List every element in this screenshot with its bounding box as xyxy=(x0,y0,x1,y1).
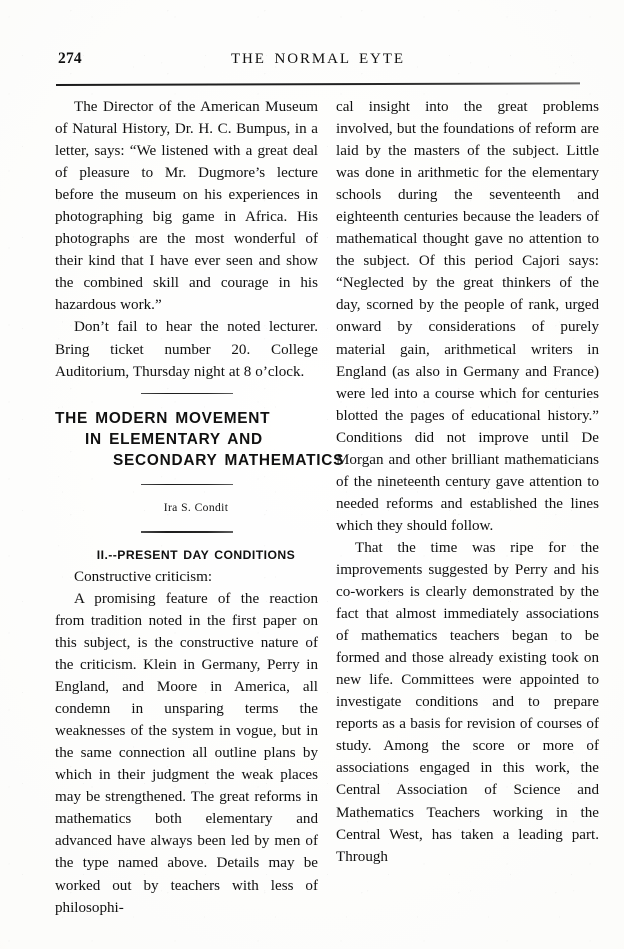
paragraph-perry: That the time was ripe for the improvements suggested by Perry and his co-workers is clearly demonstrated by the fact that almost immediately associations of mathematics teachers began to be formed and those already existing took on new life. Committees were appointed to investigate conditions and to prepare reports as a basis for revision of courses of study. Among the score or more of associations engaged in this work, the Central Association of Science and Mathematics Teachers working in the Central West, has taken a leading part. Through xyxy=(336,539,599,865)
section-divider-rule-top xyxy=(141,393,233,394)
right-column xyxy=(336,96,599,868)
article-title xyxy=(55,408,345,471)
left-column xyxy=(55,96,345,919)
article-title-line-2: IN ELEMENTARY AND xyxy=(85,431,263,448)
article-byline: Ira S. Condit xyxy=(163,501,229,515)
running-head xyxy=(58,50,576,72)
article-title-line-3: SECONDARY MATHEMATICS xyxy=(113,452,345,469)
paragraph-continued: cal insight into the great problems involved, but the foundations of reform are laid by the masters of the subject. Little was done in arithmetic for the elementary schools during the seventeenth and eighteenth centuries because the leaders of mathematical thought gave no attention to the subject. Of this period Cajori says: “Neglected by the great thinkers of the day, scorned by the people of rank, urged onward by considerations of purely material gain, arithmetical writers in England (as also in Germany and France) were led into a course which for centuries blotted the pages of educational history.” Conditions did not improve until De Morgan and other brilliant mathematicians of the nineteenth century gave attention to needed reforms and established the lines which they should follow. xyxy=(336,99,599,534)
article-title-line-1: THE MODERN MOVEMENT xyxy=(55,410,271,427)
page-number: 274 xyxy=(58,50,82,67)
section-heading: II.--PRESENT DAY CONDITIONS xyxy=(96,547,296,562)
paragraph-article-body: A promising feature of the reaction from tradition noted in the first paper on this subject, is the constructive nature of the criticism. Klein in Germany, Perry in England, and Moore in America, all condemn in unsparing terms the weaknesses of the system in vogue, but in the same connection all outline plans by which in their judgment the weak places may be strengthened. The great reforms in mathematics both elementary and advanced have always been led by men of the type named above. Details may be worked out by teachers with less of philosophi- xyxy=(55,590,318,916)
section-divider-rule-byline xyxy=(141,484,233,485)
publication-title: THE NORMAL EYTE xyxy=(230,51,405,67)
paragraph-lecture-notice: Don’t fail to hear the noted lecturer. Bring ticket number 20. College Auditorium, Thursday night at 8 o’clock. xyxy=(55,319,318,380)
article-lede: Constructive criticism: xyxy=(74,568,213,585)
paragraph-bumpus-quote: The Director of the American Museum of Natural History, Dr. H. C. Bumpus, in a letter, says: “We listened with a great deal of pleasure to Mr. Dugmore’s lecture before the museum on his experiences in photographing big game in Africa. His photographs are the most wonderful of their kind that I have ever seen and show the combined skill and courage in his hazardous work.” xyxy=(55,99,318,314)
section-divider-rule-section xyxy=(141,531,233,532)
header-divider-rule xyxy=(56,82,580,85)
